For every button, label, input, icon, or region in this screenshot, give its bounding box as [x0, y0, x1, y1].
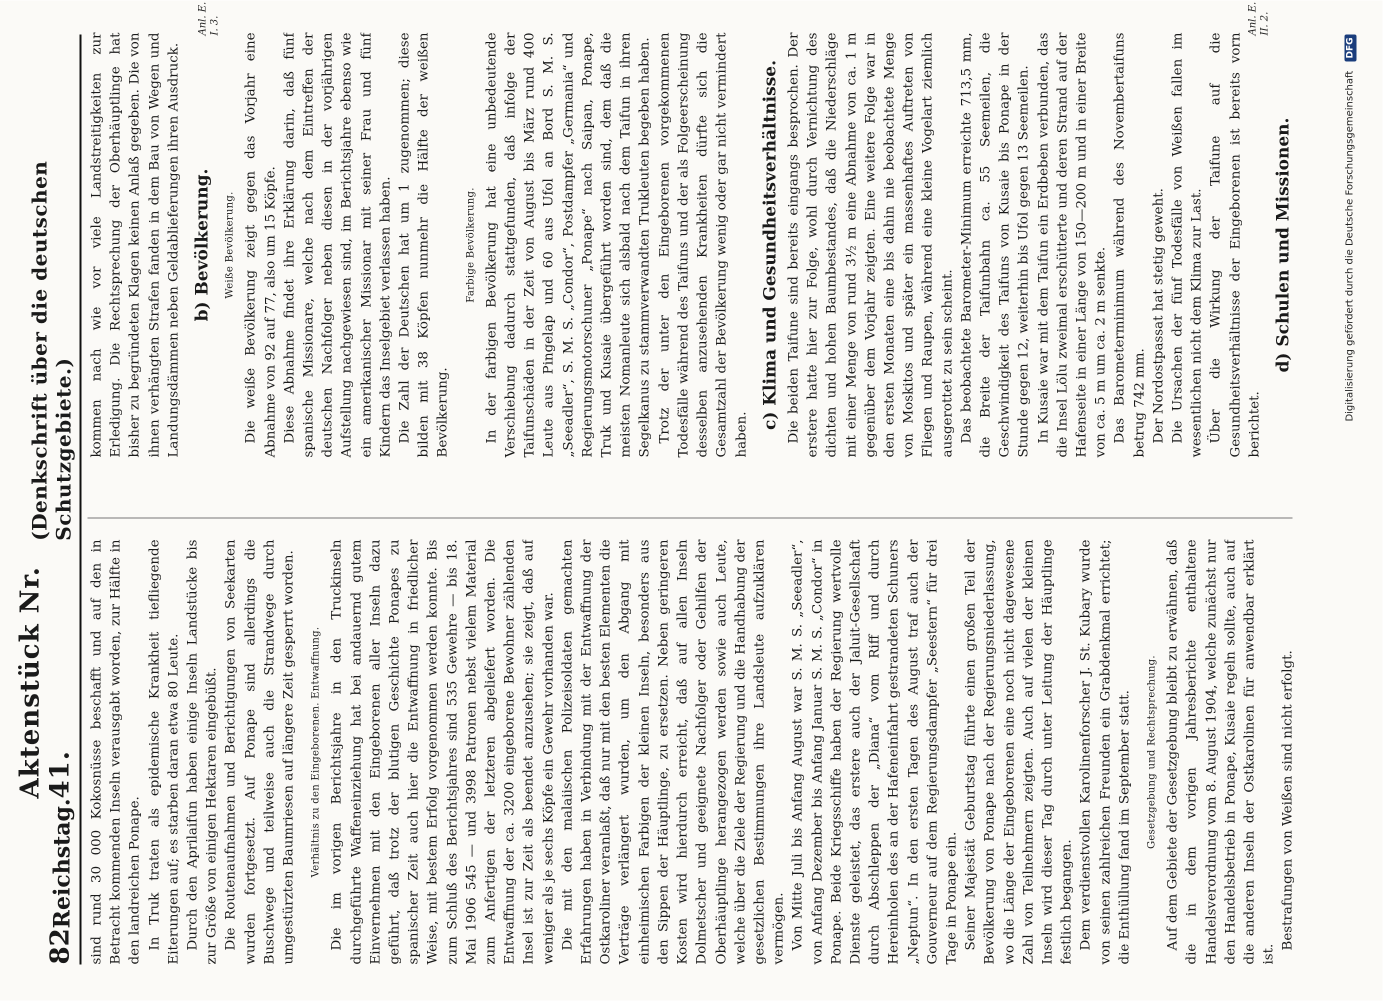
paragraph: Die Ursachen der fünf Todesfälle von Weißen fallen im wesentlichen nicht dem Klima zur Last. — [1170, 32, 1205, 458]
paragraph: Bestrafungen von Weißen sind nicht erfolgt. — [1280, 650, 1296, 951]
paragraph: kommen nach wie vor viele Landstreitigkeiten zur Erledigung. Die Rechtsprechung der Oberhäuptlinge hat bisher zu begründeten Klagen keinen Anlaß gegeben. Die von ihnen verhängten Strafen fanden in dem Bau von Wegen und Landungsdämmen neben Geldablieferungen ihren Ausdruck. — [89, 32, 182, 458]
footer-text: Digitalisierung gefördert durch die Deutsche Forschungsgemeinschaft — [1344, 70, 1356, 422]
paragraph: Die Routenaufnahmen und Berichtigungen von Seekarten wurden fortgesetzt. Auf Ponape sind allerdings die Buschwege und teilweise auch die Strandwege durch umgestürzten Baumriesen auf längere Zeit gesperrt worden. — [223, 539, 297, 965]
marginal-note: Anl. E. II. 2. — [1247, 1, 1271, 36]
paragraph: Das Barometerminimum während des Novembertaifuns betrug 742 mm. — [1112, 32, 1148, 458]
header-center: Aktenstück Nr. 41. — [15, 566, 76, 799]
page-number: 82 — [45, 928, 76, 965]
column-divider — [88, 518, 1293, 519]
paragraph: Die im vorigen Berichtsjahre in den Truckinseln durchgeführte Waffeneinziehung hat bei andauernd gutem Einvernehmen mit den Eingeborenen aller Inseln dazu geführt, daß trotz der blutigen Geschichte Ponapes zu spanischer Zeit auch hier die Entwaffnung in friedlicher Weise, mit bestem Erfolg vorgenommen werden konnte. Bis zum Schluß des Berichtsjahres sind 535 Gewehre — bis 18. Mai 1906 545 — und 3998 Patronen nebst vielem Material zum Anfertigen der letzteren abgeliefert worden. Die Entwaffnung der ca. 3200 eingeborene Bewohner zählenden Insel ist zur Zeit als beendet anzusehen; sie zeigt, daß auf weniger als je sechs Köpfe ein Gewehr vorhanden war. — [329, 539, 557, 965]
paragraph: Diese Abnahme findet ihre Erklärung darin, daß fünf spanische Missionare, welche nach dem Eintreffen der deutschen Nachfolger neben diesen in der vorjährigen Aufstellung nachgewiesen sind, im Berichtsjahre ebenso wie ein amerikanischer Missionar mit seiner Frau und fünf Kindern das Inselgebiet verlassen haben. — [282, 32, 394, 458]
paragraph: Durch den Aprilaifun haben einige Inseln Landstücke bis zur Größe von einigen Hektaren eingebüßt. — [185, 539, 220, 965]
paragraph: Der Nordostpassat hat stetig geweht. — [1151, 188, 1167, 444]
dfg-logo: DFG — [1345, 35, 1357, 62]
paragraph: Trotz der unter den Eingeborenen vorgekommenen Todesfälle während des Taifuns und der als Folgeerscheinung desselben anzusehenden Krankheiten dürfte sich die Gesamtzahl der Bevölkerung wenig oder gar nicht vermindert haben. — [657, 32, 749, 458]
header-left: Reichstag. — [49, 798, 76, 929]
subheading: Weiße Bevölkerung. — [224, 191, 236, 299]
digitization-footer — [1345, 35, 1357, 965]
paragraph: Dem verdienstvollen Karolinenforscher J. St. Kubary wurde von seinen zahlreichen Freunden ein Grabdenkmal errichtet; die Enthüllung fand im September statt. — [1078, 539, 1133, 965]
document-page — [0, 1, 1383, 1001]
paragraph: Seiner Majestät Geburtstag führte einen großen Teil der Bevölkerung von Ponape nach der Regierungsniederlassung, wo die Länge der Eingeborenen eine noch nicht dagewesene Zahl von Teilnehmern zeigten. Auch auf vielen der kleinen Inseln wird dieser Tag durch unter Leitung der Häuptlinge festlich begangen. — [963, 539, 1075, 965]
paragraph: sind rund 30 000 Kokosnüsse beschafft und auf den in Betracht kommenden Inseln verausgabt worden, zur Hälfte in den landreichen Ponape. — [89, 539, 143, 965]
paragraph: Über die Wirkung der Taifune auf die Gesundheitsverhältnisse der Eingeborenen ist bereits vorn berichtet. — [1208, 32, 1263, 458]
section-title: d) Schulen und Missionen. — [1273, 117, 1294, 373]
paragraph: In Kusaie war mit dem Taifun ein Erdbeben verbunden, das die Insel Lölu zweimal erschütterte und deren Strand auf der Hafenseite in einer Länge von 150—200 m und in einer Breite von ca. 5 m um ca. 2 m senkte. — [1036, 32, 1109, 458]
paragraph: Die Zahl der Deutschen hat um 1 zugenommen; diese bilden mit 38 Köpfen nunmehr die Hälfte der weißen Bevölkerung. — [397, 32, 451, 458]
paragraph: In der farbigen Bevölkerung hat eine unbedeutende Verschiebung dadurch stattgefunden, daß infolge der Taifunschäden in der Zeit von August bis März rund 400 Leute aus Pingelap und 60 aus Ufol an Bord S. M. S. „Seeadler“, S. M. S. „Condor“, Postdampfer „Germania“ und Regierungsmotorschuner „Ponape“ nach Saipan, Ponape, Truk und Kusaie übergeführt worden sind, dem daß die meisten Nomanleute sich alsbald nach dem Taifun in ihren Segelkanus zu stammverwandten Trukleuten begeben haben. — [484, 32, 653, 458]
paragraph: In Truk traten als epidemische Krankheit tiefliegende Eiterungen auf; es starben daran etwa 80 Leute. — [147, 539, 182, 965]
header-right: (Denkschrift über die deutschen Schutzgebiete.) — [27, 160, 76, 541]
marginal-note: Anl. E. I. 3. — [197, 1, 221, 36]
paragraph: Das beobachtete Barometer-Minimum erreichte 713,5 mm, die Breite der Taifunbahn ca. 55 Seemeilen, die Geschwindigkeit des Taifuns von Kusaie bis Ponape in der Stunde gegen 12, weiterhin bis Ufol gegen 13 Seemeilen. — [959, 32, 1032, 458]
subheading: Gesetzgebung und Rechtsprechung. — [1146, 655, 1158, 849]
subheading: Verhältnis zu den Eingeborenen. Entwaffnung. — [310, 626, 322, 878]
right-column — [88, 33, 1298, 458]
section-title: b) Bevölkerung. — [192, 168, 213, 322]
paragraph: Die mit den malaiischen Polizeisoldaten gemachten Erfahrungen haben in Verbindung mit der Entwaffnung der Ostkaroliner veranlaßt, daß nur mit den besten Elementen die Verträge verlängert wurden, um den Abgang mit einheimischen Farbigen der kleinen Inseln, besonders aus den Sippen der Häuptlinge, zu ersetzen. Neben geringeren Kosten wird hierdurch erreicht, daß auf allen Inseln Dolmetscher und geeignete Nachfolger oder Gehilfen der Oberhäuptlinge herangezogen werden sowie auch Leute, welche über die Ziele der Regierung und die Handhabung der gesetzlichen Bestimmungen ihre Landsleute aufzuklären vermögen. — [560, 539, 787, 965]
paragraph: Die beiden Taifune sind bereits eingangs besprochen. Der erstere hatte hier zur Folge, wohl durch Vernichtung des dichten und hohen Baumbestandes, daß die Niederschläge mit einer Menge von rund 3½ m eine Abnahme von ca. 1 m gegenüber dem Vorjahr zeigten. Eine weitere Folge war in den ersten Monaten eine bis dahin nie beobachtete Menge von Moskitos und später ein massenhaftes Auftreten von Fliegen und Raupen, während eine kleine Vogelart ziemlich ausgerottet zu sein scheint. — [786, 32, 956, 458]
paragraph: Auf dem Gebiete der Gesetzgebung bleibt zu erwähnen, daß die in dem vorigen Jahresberichte enthaltene Handelsverordnung vom 8. August 1904, welche zunächst nur den Handelsbetrieb in Ponape, Kusaie regeln sollte, auch auf die anderen Inseln der Ostkarolinen für anwendbar erklärt ist. — [1165, 539, 1277, 965]
section-title: c) Klima und Gesundheitsverhältnisse. — [760, 59, 781, 431]
paragraph: Von Mitte Juli bis Anfang August war S. M. S. „Seeadler“, von Anfang Dezember bis Anfang Januar S. M. S. „Condor“ in Ponape. Beide Kriegsschiffe haben der Regierung wertvolle Dienste geleistet, das erstere auch der Jaluit-Gesellschaft durch Abschleppen der „Diana“ vom Riff und durch Hereinholen des an der Hafeneinfahrt gestrandeten Schuners „Neptun“. In den ersten Tagen des August traf auch der Gouverneur auf dem Regierungsdampfer „Seestern“ für drei Tage in Ponape ein. — [790, 539, 960, 965]
page-header — [15, 35, 82, 965]
subheading: Farbige Bevölkerung. — [465, 187, 477, 303]
left-column — [88, 540, 1298, 965]
paragraph: Die weiße Bevölkerung zeigt gegen das Vorjahr eine Abnahme von 92 auf 77, also um 15 Köpfe. — [243, 32, 279, 458]
